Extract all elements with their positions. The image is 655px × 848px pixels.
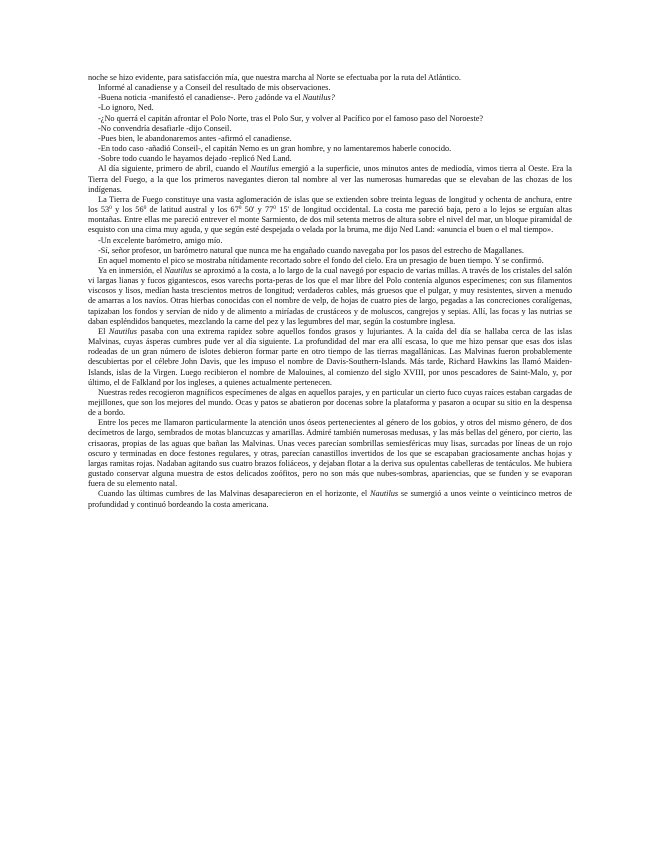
paragraph (88, 103, 572, 113)
superscript-text: 0 (143, 205, 147, 212)
italic-text: Nautilus? (302, 93, 335, 103)
paragraph (88, 489, 572, 509)
superscript-text: 0 (238, 205, 242, 212)
text-run: -Sobre todo cuando le hayamos dejado -replicó Ned Land. (98, 154, 292, 164)
text-run: se sumergió a unos veinte o veinticinco metros de profundidad y continuó bordeando la costa americana. (88, 489, 572, 509)
paragraph (88, 164, 572, 194)
text-run: -En todo caso -añadió Conseil-, el capitán Nemo es un gran hombre, y no lamentaremos haberle conocido. (98, 144, 452, 154)
paragraph (88, 388, 572, 418)
paragraph (88, 93, 572, 103)
text-run: se aproximó a la costa, a lo largo de la cual navegó por espacio de varias millas. A través de los cristales del salón vi largas lianas y fucos gigantescos, esos varechs porta-peras de los que el mar libre del Polo contenía algunos especímenes; con sus filamentos viscosos y lisos, medían hasta trescientos metros de longitud; verdaderos cables, más gruesos que el pulgar, y muy resistentes, sirven a menudo de amarras a los navíos. Otras hierbas conocidas con el nombre de velp, de hojas de cuatro pies de largo, pegadas a las concreciones coralígenas, tapizaban los fondos y servían de nido y de alimento a miríadas de crustáceos y de moluscos, cangrejos y sepias. Allí, las focas y las nutrias se daban espléndidos banquetes, mezclando la carne del pez y las legumbres del mar, según la costumbre inglesa. (88, 265, 572, 326)
text-run: -Sí, señor profesor, un barómetro natural que nunca me ha engañado cuando navegaba por los pasos del estrecho de Magallanes. (98, 245, 524, 255)
text-run: -¿No querrá el capitán afrontar el Polo Norte, tras el Polo Sur, y volver al Pacífico por el famoso paso del Noroeste? (98, 113, 484, 123)
text-run: Al día siguiente, primero de abril, cuando el (98, 164, 251, 174)
paragraph (88, 418, 572, 489)
italic-text: Nautilus (108, 326, 138, 336)
text-run: -Lo ignoro, Ned. (98, 103, 154, 113)
paragraph (88, 124, 572, 134)
italic-text: Nautilus (250, 164, 279, 174)
paragraph (88, 266, 572, 327)
paragraph (88, 144, 572, 154)
text-run: 50' y 77 (241, 205, 274, 215)
text-run: Cuando las últimas cumbres de las Malvinas desaparecieron en el horizonte, el (98, 489, 371, 499)
paragraph (88, 256, 572, 266)
text-run: Nuestras redes recogieron magníficos especímenes de algas en aquellos parajes, y en particular un cierto fuco cuyas raíces estaban cargadas de mejillones, que son los mejores del mundo. Ocas y patos se abatieron por docenas sobre la plataforma y pasaron a ocupar su sitio en la despensa de a bordo. (88, 387, 572, 418)
paragraph (88, 236, 572, 246)
paragraph (88, 134, 572, 144)
paragraph (88, 327, 572, 388)
text-run: El (98, 326, 109, 336)
text-run: emergió a la superficie, unos minutos antes de mediodía, vimos tierra al Oeste. Era la Tierra del Fuego, a la que los primeros navegantes dieron tal nombre al ver las numerosas humaredas que se elevaban de las chozas de los indígenas. (88, 164, 572, 194)
paragraph (88, 114, 572, 124)
paragraph (88, 73, 572, 83)
italic-text: Nautilus (370, 489, 399, 499)
superscript-text: 0 (109, 205, 112, 212)
text-run: de latitud austral y los 67 (146, 205, 239, 215)
text-run: y los 56 (111, 205, 144, 215)
text-run: Ya en inmersión, el (98, 265, 165, 275)
paragraph (88, 195, 572, 236)
paragraph (88, 83, 572, 93)
text-run: -No convendría desafiarle -dijo Conseil. (98, 123, 232, 133)
text-run: Informé al canadiense y a Conseil del resultado de mis observaciones. (98, 83, 331, 93)
text-run: -Buena noticia -manifestó el canadiense-. Pero ¿adónde va el (98, 93, 303, 103)
text-run: 15' de longitud occidental. La costa me pareció baja, pero a lo lejos se erguían altas montañas. Entre ellas me pareció entrever el monte Sarmiento, de dos mil setenta metros de altura sobre el nivel del mar, un bloque piramidal de esquisto con una cima muy aguda, y que según esté despejada o velada por la bruma, me dijo Ned Land: «anuncia el buen o el mal tiempo». (88, 205, 573, 235)
paragraph (88, 246, 572, 256)
document-page (88, 73, 572, 510)
text-run: Entre los peces me llamaron particularmente la atención unos óseos pertenecientes al género de los gobios, y otros del mismo género, de dos decímetros de largo, sembrados de motas blancuzcas y amarillas. Admiré también numerosas medusas, y las más bellas del género, por cierto, las crisaoras, propias de las aguas que bañan las Malvinas. Unas veces parecían sombrillas semiesféricas muy lisas, surcadas por líneas de un rojo oscuro y terminadas en doce festones regulares, y otras, parecían canastillos invertidos de los que se escapaban graciosamente anchas hojas y largas ramitas rojas. Nadaban agitando sus cuatro brazos foliáceos, y dejaban flotar a la deriva sus opulentas cabelleras de tentáculos. Me hubiera gustado conservar alguna muestra de estos delicados zoófitos, pero no son más que nubes-sombras, apariencias, que se funden y se evaporan fuera de su elemento natal. (88, 418, 572, 489)
paragraph (88, 154, 572, 164)
text-run: -Pues bien, le abandonaremos antes -afirmó el canadiense. (98, 133, 292, 143)
text-run: La Tierra de Fuego constituye una vasta aglomeración de islas que se extienden sobre treinta leguas de longitud y ochenta de anchura, entre los 53 (88, 194, 572, 215)
italic-text: Nautilus (164, 265, 193, 275)
text-run: pasaba con una extrema rapidez sobre aquellos fondos grasos y lujuriantes. A la caída del día se hallaba cerca de las islas Malvinas, cuyas ásperas cumbres pude ver al día siguiente. La profundidad del mar era allí escasa, lo que me hizo pensar que esas dos islas rodeadas de un gran número de islotes debieron formar parte en otro tiempo de las tierras magallánicas. Las Malvinas fueron probablemente descubiertas por el célebre John Davis, que les impuso el nombre de Davis-Southern-Islands. Más tarde, Richard Hawkins las llamó Maiden-Islands, islas de la Virgen. Luego recibieron el nombre de Malouines, al comienzo del siglo XVIII, por unos pescadores de Saint-Malo, y, por último, el de Falkland por los ingleses, a quienes actualmente pertenecen. (88, 326, 572, 387)
text-run: -Un excelente barómetro, amigo mío. (98, 235, 223, 245)
text-run: En aquel momento el pico se mostraba nítidamente recortado sobre el fondo del cielo. Era un presagio de buen tiempo. Y se confirmó. (98, 255, 544, 265)
superscript-text: 0 (273, 205, 277, 212)
text-run: noche se hizo evidente, para satisfacción mía, que nuestra marcha al Norte se efectuaba por la ruta del Atlántico. (88, 73, 461, 82)
